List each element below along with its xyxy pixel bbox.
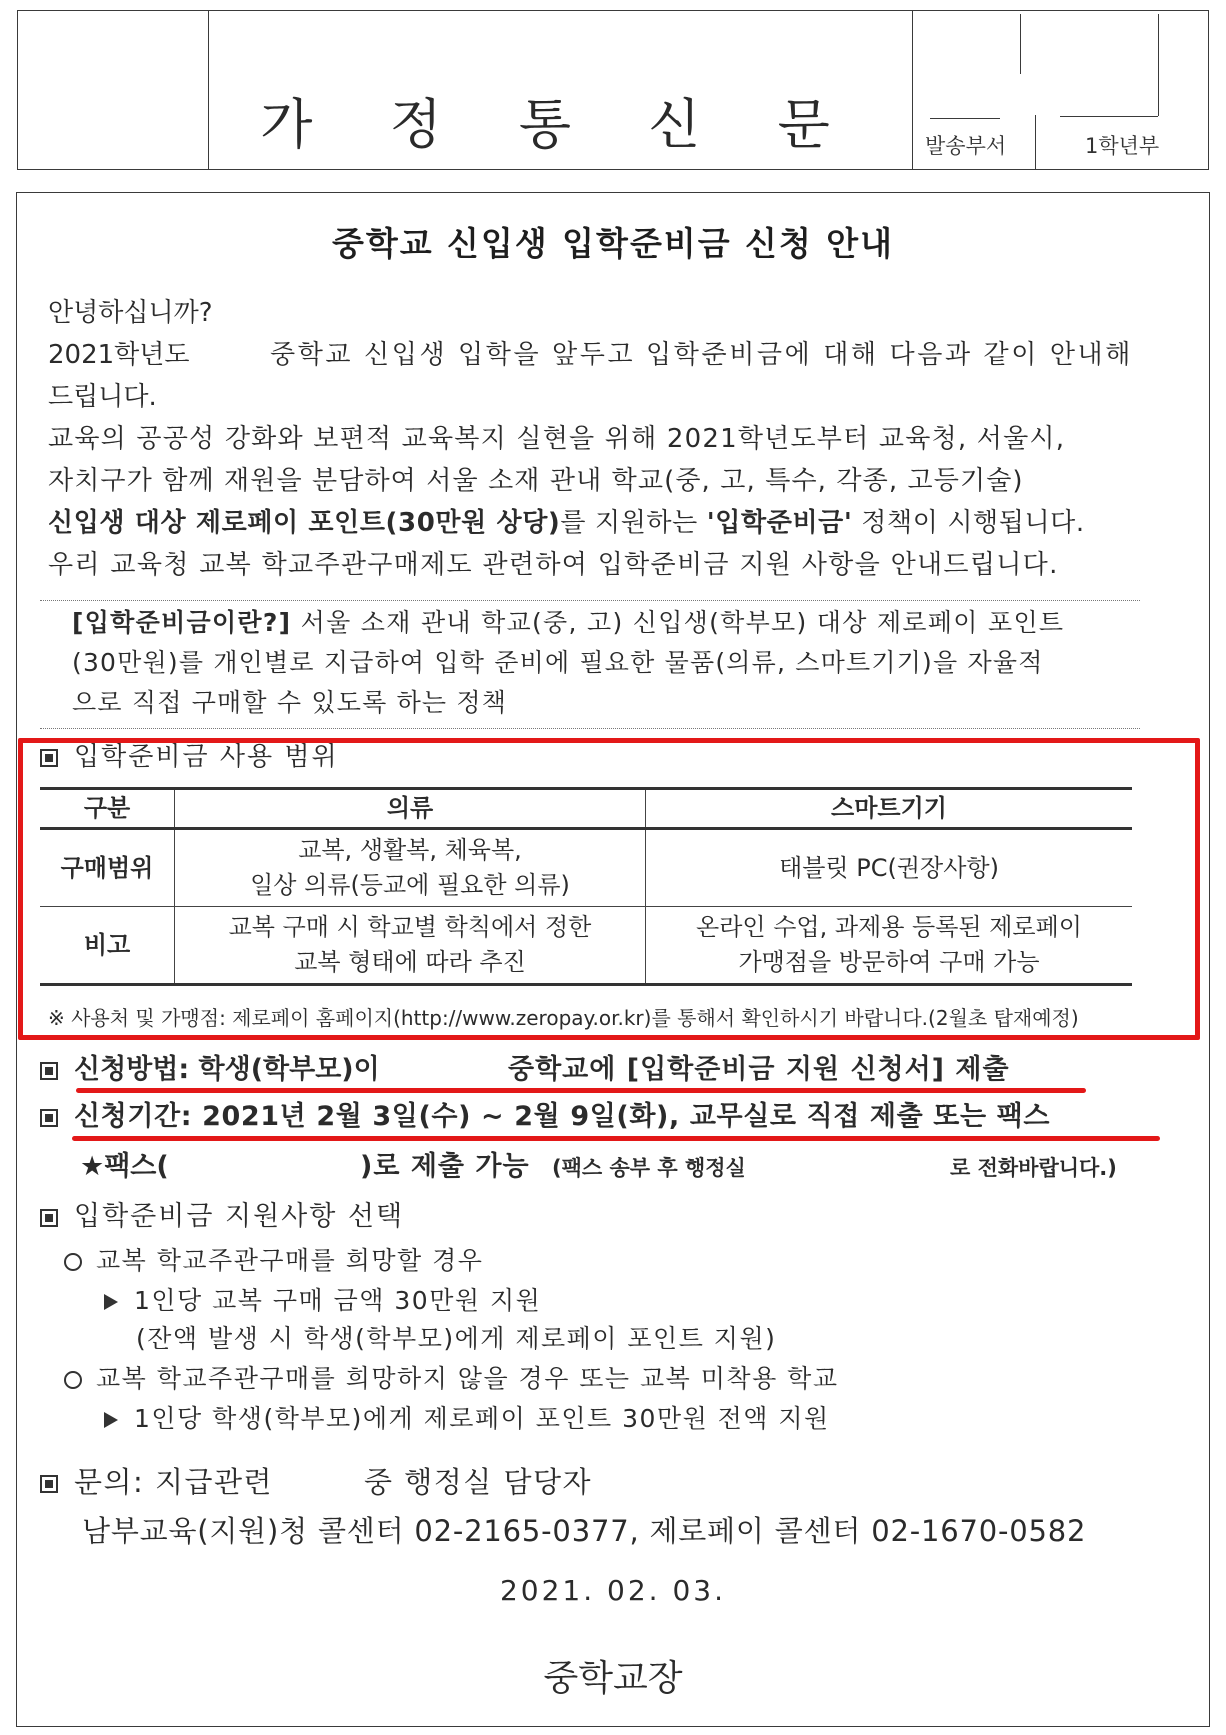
option-1 — [64, 1246, 483, 1276]
option-2-detail — [104, 1404, 830, 1434]
highlight-box — [18, 738, 1200, 1040]
option-1-detail-text: 1인당 교복 구매 금액 30만원 지원 — [134, 1286, 542, 1315]
square-bullet-icon — [40, 1062, 58, 1080]
square-bullet-icon — [40, 1475, 58, 1493]
option-2-detail-text: 1인당 학생(학부모)에게 제로페이 포인트 30만원 전액 지원 — [134, 1404, 830, 1433]
fax-left: ★팩스( — [80, 1151, 169, 1182]
document-date: 2021. 02. 03. — [499, 1574, 727, 1607]
contact-heading-left: 문의: 지급관련 — [74, 1465, 274, 1499]
red-underline — [72, 1136, 1160, 1141]
definition-text: (30만원)를 개인별로 지급하여 입학 준비에 필요한 물품(의류, 스마트기기)을 자율적 — [72, 648, 1044, 677]
apply-method-left: 신청방법: 학생(학부모)이 — [74, 1054, 380, 1085]
intro-text: 2021학년도 — [48, 340, 190, 370]
contact-heading-right: 중 행정실 담당자 — [364, 1465, 593, 1499]
grade-label: 1학년부 — [1085, 134, 1160, 158]
cell-line: 온라인 수업, 과제용 등록된 제로페이 — [696, 913, 1082, 942]
signature: 중학교장 — [543, 1658, 683, 1699]
cell-line: 가맹점을 방문하여 구매 가능 — [738, 948, 1040, 976]
contact-heading — [40, 1465, 273, 1500]
table-row-label: 구매범위 — [40, 829, 175, 907]
fax-mid: )로 제출 가능 — [360, 1151, 530, 1182]
contact-line: 남부교육(지원)청 콜센터 02-2165-0377, 제로페이 콜센터 02-1670-0582 — [82, 1514, 1087, 1548]
option-1-text: 교복 학교주관구매를 희망할 경우 — [96, 1246, 484, 1275]
dept-label: 발송부서 — [925, 134, 1007, 158]
table-row-label: 비고 — [40, 907, 175, 985]
policy-text: 우리 교육청 교복 학교주관구매제도 관련하여 입학준비금 지원 사항을 안내드립니다. — [48, 550, 1059, 580]
cell-line: 일상 의류(등교에 필요한 의류) — [250, 871, 570, 899]
apply-method-right: 중학교에 [입학준비금 지원 신청서] 제출 — [508, 1054, 1010, 1085]
policy-text-mid: 를 지원하는 — [560, 508, 707, 538]
cell-line: 교복 형태에 따라 추진 — [294, 948, 526, 976]
apply-method — [40, 1054, 380, 1086]
divider — [40, 728, 1140, 729]
fax-small: (팩스 송부 후 행정실 — [552, 1156, 746, 1180]
cell-line: 교복, 생활복, 체육복, — [298, 836, 522, 865]
stamp-line — [1158, 14, 1159, 116]
usage-note: ※ 사용처 및 가맹점: 제로페이 홈페이지(http://www.zeropay.or.kr)를 통해서 확인하시기 바랍니다.(2월초 탑재예정) — [48, 1006, 1079, 1030]
header-divider — [208, 10, 209, 170]
policy-highlight: 신입생 대상 제로페이 포인트(30만원 상당) — [48, 508, 561, 538]
red-underline — [76, 1088, 1086, 1093]
table-header-cell: 스마트기기 — [831, 794, 947, 823]
intro-text-right: 중학교 신입생 입학을 앞두고 입학준비금에 대해 다음과 같이 안내해 — [270, 340, 1133, 370]
selection-heading — [40, 1201, 404, 1233]
stamp-line — [1020, 14, 1021, 74]
stamp-line — [930, 118, 1000, 119]
policy-text: 교육의 공공성 강화와 보편적 교육복지 실현을 위해 2021학년도부터 교육청, 서울시, — [48, 424, 1066, 454]
definition-text — [72, 608, 1064, 638]
fax-end: 로 전화바랍니다.) — [950, 1156, 1117, 1180]
policy-text-end: 정책이 시행됩니다. — [852, 508, 1085, 538]
intro-text: 드립니다. — [48, 382, 157, 412]
definition-text: 으로 직접 구매할 수 있도록 하는 정책 — [72, 688, 508, 717]
usage-heading-text: 입학준비금 사용 범위 — [74, 742, 339, 772]
selection-heading-text: 입학준비금 지원사항 선택 — [74, 1201, 405, 1232]
triangle-bullet-icon — [104, 1294, 118, 1310]
option-2 — [64, 1364, 838, 1394]
circle-bullet-icon — [64, 1253, 82, 1271]
apply-period — [40, 1101, 1050, 1133]
definition-line: 서울 소재 관내 학교(중, 고) 신입생(학부모) 대상 제로페이 포인트 — [300, 608, 1065, 637]
cell-line: 교복 구매 시 학교별 학칙에서 정한 — [228, 913, 592, 942]
table-header-cell: 의류 — [175, 789, 646, 829]
page-title: 가 정 통 신 문 — [260, 93, 860, 156]
option-1-detail-note: (잔액 발생 시 학생(학부모)에게 제로페이 포인트 지원) — [136, 1324, 777, 1353]
definition-label: [입학준비금이란?] — [72, 608, 292, 637]
document-title: 중학교 신입생 입학준비금 신청 안내 — [331, 224, 895, 263]
policy-text: 자치구가 함께 재원을 분담하여 서울 소재 관내 학교(중, 고, 특수, 각종, 고등기술) — [48, 466, 1024, 496]
triangle-bullet-icon — [104, 1412, 118, 1428]
cell-line: 태블릿 PC(권장사항) — [779, 853, 999, 882]
stamp-line — [1060, 116, 1158, 117]
policy-highlight: '입학준비금' — [706, 508, 853, 538]
square-bullet-icon — [40, 1209, 58, 1227]
circle-bullet-icon — [64, 1371, 82, 1389]
divider — [40, 600, 1140, 601]
intro-text — [270, 340, 1198, 371]
header-divider — [1035, 115, 1036, 170]
option-2-text: 교복 학교주관구매를 희망하지 않을 경우 또는 교복 미착용 학교 — [96, 1364, 839, 1393]
greeting: 안녕하십니까? — [48, 298, 213, 328]
table-header-cell: 구분 — [40, 789, 175, 829]
square-bullet-icon — [40, 1109, 58, 1127]
apply-period-text: 신청기간: 2021년 2월 3일(수) ~ 2월 9일(화), 교무실로 직접 제출 또는 팩스 — [74, 1101, 1051, 1132]
header-divider — [912, 10, 913, 170]
policy-text — [48, 508, 1085, 539]
option-1-detail — [104, 1286, 541, 1316]
